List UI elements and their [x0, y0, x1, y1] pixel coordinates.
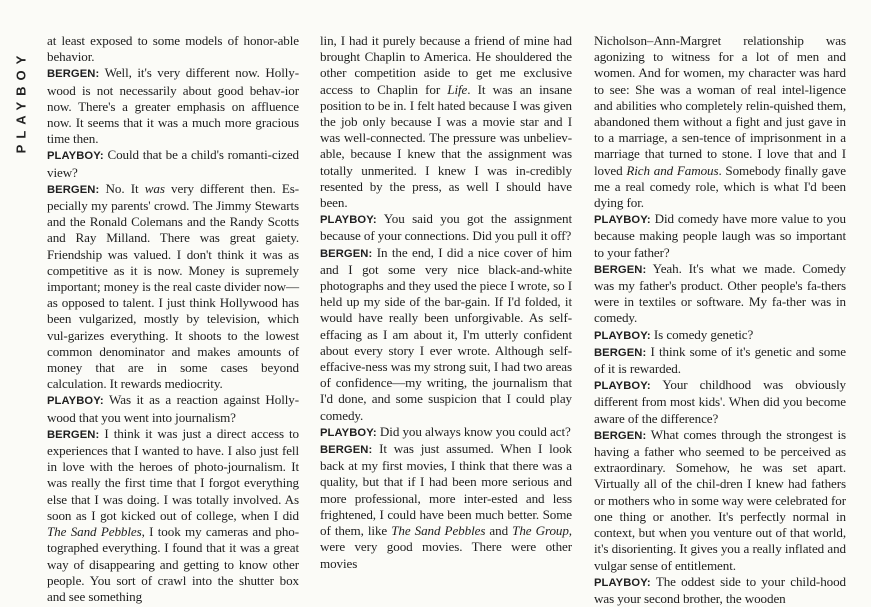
- section-tab-label: PLAYBOY: [13, 49, 29, 153]
- text-column-3: [594, 33, 846, 607]
- speaker-label: PLAYBOY:: [320, 214, 377, 227]
- article-paragraph: [320, 33, 572, 211]
- paragraph-text: No. It: [99, 180, 145, 196]
- speaker-label: BERGEN:: [594, 429, 647, 442]
- paragraph-text: In the end, I did a nice cover of him and I got some very nice black-and-white photographs and they used the piece I wrote, so I held up my side of the bar-gain. If I'd folded, it would have really been unforgivable. As self-effacing as I am about it, I'm utterly confident about every story I ever wrote. Although self-effacive-ness was my strong suit, I had two areas of confidence—my writing, the journalism that I'd done, and some suspicion that I could play comedy.: [320, 244, 572, 423]
- speaker-label: PLAYBOY:: [47, 395, 104, 408]
- article-paragraph: [47, 147, 299, 180]
- italic-title: Life: [447, 81, 468, 97]
- paragraph-text: What comes through the strongest is having a father who seemed to be perceived as extraordinary. Somehow, he was set apart. Virtually all of the chil-dren I knew had fathers or mothers who in some way were celebrated for one thing or another. It's perfectly normal in context, but when you venture out of that world, it's disorienting. It gives you a really inflated and vulgar sense of entitlement.: [594, 426, 846, 573]
- speaker-label: PLAYBOY:: [320, 426, 377, 439]
- article-paragraph: [47, 181, 299, 393]
- paragraph-text: You said you got the assignment because of your connections. Did you pull it off?: [320, 211, 572, 244]
- article-paragraph: [594, 261, 846, 327]
- speaker-label: PLAYBOY:: [594, 380, 651, 393]
- paragraph-text: Did you always know you could act?: [376, 423, 571, 439]
- paragraph-text: , I took my cameras and pho-tographed everything. I found that it was a great way of disappearing and getting to know other people. You sort of crawl into the shutter box and see something: [47, 524, 300, 604]
- italic-title: Rich and Famous: [626, 162, 719, 178]
- paragraph-text: lin, I had it purely because a friend of mine had brought Chaplin to America. He shouldered the other competition aside to get me exclusive access to Chaplin for: [320, 33, 572, 97]
- text-column-2: [320, 33, 572, 572]
- paragraph-text: Did comedy have more value to you because making people laugh was so important to your father?: [594, 211, 846, 260]
- speaker-label: BERGEN:: [594, 263, 647, 276]
- paragraph-text: I think some of it's genetic and some of it is rewarded.: [594, 343, 846, 377]
- speaker-label: BERGEN:: [47, 428, 100, 441]
- italic-title: The Sand Pebbles: [47, 524, 142, 540]
- speaker-label: BERGEN:: [47, 68, 100, 81]
- paragraph-text: Well, it's very different now. Holly-wood is not necessarily about good behav-ior now. There's a greater emphasis on affluence now. It seems that it was a much more gracious time then.: [47, 65, 299, 147]
- article-paragraph: [320, 441, 572, 572]
- paragraph-text: I think it was just a direct access to experiences that I wanted to have. I also just fell in love with the heroes of photo-journalism. It was really the first time that I forgot everything else that I was doing. I was totally involved. As soon as I got kicked out of college, when I did: [47, 425, 299, 523]
- article-paragraph: [594, 377, 846, 427]
- italic-title: The Sand Pebbles: [391, 523, 486, 539]
- article-paragraph: [47, 392, 299, 425]
- paragraph-text: at least exposed to some models of honor-able behavior.: [47, 33, 299, 65]
- article-paragraph: [594, 33, 846, 211]
- italic-title: was: [144, 180, 165, 196]
- article-paragraph: [47, 33, 299, 65]
- paragraph-text: very different then. Es-pecially my parents' crowd. The Jimmy Stewarts and the Ronald Colemans and the Randy Scotts and Ray Milland. There was great gaiety. Friendship was valued. I don't think it was as competitive as it is now. Money is supremely important; money is the real caste divider now—as opposed to talent. I just think Hollywood has been vulgarized, mostly by television, which vul-garizes everything. It shoots to the lowest common denominator and makes amounts of money that are in some cases beyond calculation. It rewards mediocrity.: [47, 180, 300, 392]
- paragraph-text: . It was an insane position to be in. I felt hated because I was given the job only because I was a movie star and I was well-connected. The pressure was unbeliev-able, because I knew that the assignment was totally unmerited. I knew I was in-credibly resented by the press, as well I should have been.: [320, 81, 572, 211]
- speaker-label: BERGEN:: [320, 444, 373, 457]
- article-paragraph: [594, 344, 846, 377]
- speaker-label: BERGEN:: [47, 183, 100, 196]
- article-paragraph: [594, 427, 846, 574]
- paragraph-text: Yeah. It's what we made. Comedy was my father's product. Other people's fa-thers were in textiles or software. My fa-ther was in comedy.: [594, 260, 846, 326]
- paragraph-text: and: [485, 523, 513, 539]
- section-tab: [8, 36, 34, 166]
- paragraph-text: The oddest side to your child-hood was your second brother, the wooden: [594, 573, 846, 606]
- article-paragraph: [47, 426, 299, 605]
- paragraph-text: It was just assumed. When I look back at my first movies, I think that there was a quality, but that if I had been more serious and more professional, more inter-ested and less frightened, I could have been much better. Some of them, like: [320, 441, 572, 539]
- paragraph-text: , were very good movies. There were other movies: [320, 523, 572, 571]
- article-paragraph: [320, 424, 572, 441]
- paragraph-text: Could that be a child's romanti-cized view?: [47, 147, 299, 180]
- article-paragraph: [320, 245, 572, 424]
- paragraph-text: Was it as a reaction against Holly-wood that you went into journalism?: [47, 392, 299, 425]
- speaker-label: BERGEN:: [320, 247, 373, 260]
- paragraph-text: Nicholson–Ann-Margret relationship was agonizing to witness for a lot of men and women. And for women, my character was hard to see: She was a woman of real intel-ligence and abilities who completely relin-quished them, abandoned them without a fight and just gave in to a marriage, a sen-tence of imprisonment in a marriage that turned to stone. I love that and I loved: [594, 33, 846, 178]
- paragraph-text: Your childhood was obviously different from most kids'. When did you become aware of the difference?: [594, 377, 846, 426]
- article-paragraph: [594, 327, 846, 344]
- italic-title: The Group: [512, 523, 569, 539]
- article-paragraph: [594, 211, 846, 261]
- speaker-label: PLAYBOY:: [594, 214, 651, 227]
- text-column-1: [47, 33, 299, 605]
- paragraph-text: Is comedy genetic?: [650, 326, 754, 342]
- speaker-label: PLAYBOY:: [594, 576, 651, 589]
- article-paragraph: [320, 211, 572, 244]
- speaker-label: PLAYBOY:: [47, 150, 104, 163]
- paragraph-text: . Somebody finally gave me a real comedy role, which is what I'd been dying for.: [594, 162, 846, 211]
- speaker-label: PLAYBOY:: [594, 329, 651, 342]
- article-paragraph: [594, 574, 846, 607]
- speaker-label: BERGEN:: [594, 346, 647, 359]
- article-paragraph: [47, 65, 299, 147]
